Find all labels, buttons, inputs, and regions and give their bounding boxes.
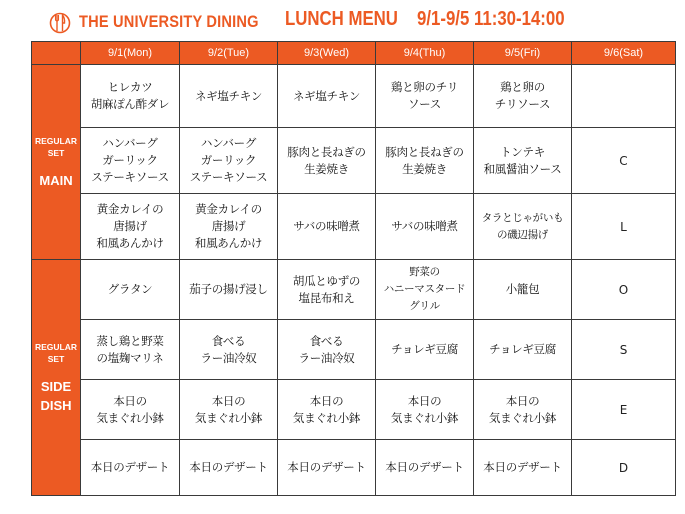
table-row	[32, 440, 676, 496]
menu-cell: チョレギ豆腐	[376, 320, 474, 380]
menu-cell: 本日のデザート	[376, 440, 474, 496]
section-label-big: MAIN	[39, 172, 73, 188]
saturday-letter: L	[572, 194, 676, 260]
menu-period: 9/1-9/5 11:30-14:00	[417, 8, 565, 30]
menu-cell: ネギ塩チキン	[278, 65, 376, 128]
table-row	[32, 380, 676, 440]
menu-cell: 小籠包	[474, 260, 572, 320]
menu-cell: 豚肉と長ねぎの 生姜焼き	[278, 128, 376, 194]
menu-cell: 本日のデザート	[474, 440, 572, 496]
menu-cell: 食べる ラー油冷奴	[180, 320, 278, 380]
day-header: 9/2(Tue)	[180, 42, 278, 65]
brand-name: THE UNIVERSITY DINING	[79, 12, 259, 31]
header-corner	[32, 42, 81, 65]
day-header: 9/5(Fri)	[474, 42, 572, 65]
lunch-menu-table	[31, 41, 676, 496]
menu-cell: 野菜の ハニーマスタード グリル	[376, 260, 474, 320]
menu-cell: 鶏と卵の チリソース	[474, 65, 572, 128]
menu-cell: 本日の 気まぐれ小鉢	[376, 380, 474, 440]
menu-cell: ハンバーグ ガーリック ステーキソース	[81, 128, 180, 194]
menu-cell: 黄金カレイの 唐揚げ 和風あんかけ	[81, 194, 180, 260]
saturday-cell	[572, 65, 676, 128]
saturday-letter: S	[572, 320, 676, 380]
page-header	[0, 0, 685, 42]
menu-cell: 本日の 気まぐれ小鉢	[474, 380, 572, 440]
day-header: 9/3(Wed)	[278, 42, 376, 65]
fork-knife-logo-icon	[49, 10, 71, 36]
table-row	[32, 128, 676, 194]
saturday-letter: D	[572, 440, 676, 496]
table-row	[32, 260, 676, 320]
menu-cell: 鶏と卵のチリ ソース	[376, 65, 474, 128]
menu-cell: グラタン	[81, 260, 180, 320]
menu-cell: 本日のデザート	[81, 440, 180, 496]
day-header: 9/4(Thu)	[376, 42, 474, 65]
menu-cell: 黄金カレイの 唐揚げ 和風あんかけ	[180, 194, 278, 260]
menu-cell: 本日のデザート	[278, 440, 376, 496]
menu-cell: サバの味噌煮	[278, 194, 376, 260]
menu-cell: サバの味噌煮	[376, 194, 474, 260]
table-row	[32, 65, 676, 128]
saturday-letter: E	[572, 380, 676, 440]
table-row	[32, 194, 676, 260]
menu-cell: チョレギ豆腐	[474, 320, 572, 380]
day-header-row	[32, 42, 676, 65]
menu-cell: 本日の 気まぐれ小鉢	[278, 380, 376, 440]
table-row	[32, 320, 676, 380]
menu-cell: 本日の 気まぐれ小鉢	[81, 380, 180, 440]
menu-cell: トンテキ 和風醤油ソース	[474, 128, 572, 194]
menu-cell: 茄子の揚げ浸し	[180, 260, 278, 320]
menu-cell: 食べる ラー油冷奴	[278, 320, 376, 380]
menu-cell: ハンバーグ ガーリック ステーキソース	[180, 128, 278, 194]
section-label-small: REGULAR SET	[34, 341, 78, 364]
menu-cell: 本日のデザート	[180, 440, 278, 496]
section-label-big: SIDE DISH	[40, 378, 72, 413]
section-label-main	[32, 65, 81, 260]
day-header: 9/1(Mon)	[81, 42, 180, 65]
day-header: 9/6(Sat)	[572, 42, 676, 65]
menu-cell: 胡瓜とゆずの 塩昆布和え	[278, 260, 376, 320]
saturday-letter: C	[572, 128, 676, 194]
menu-title: LUNCH MENU	[285, 8, 398, 30]
section-label-small: REGULAR SET	[34, 135, 78, 158]
menu-cell: 蒸し鶏と野菜 の塩麹マリネ	[81, 320, 180, 380]
menu-cell: 本日の 気まぐれ小鉢	[180, 380, 278, 440]
menu-cell: 豚肉と長ねぎの 生姜焼き	[376, 128, 474, 194]
menu-cell: ネギ塩チキン	[180, 65, 278, 128]
saturday-letter: O	[572, 260, 676, 320]
menu-cell: ヒレカツ 胡麻ぽん酢ダレ	[81, 65, 180, 128]
section-label-side	[32, 260, 81, 496]
menu-cell: タラとじゃがいも の磯辺揚げ	[474, 194, 572, 260]
